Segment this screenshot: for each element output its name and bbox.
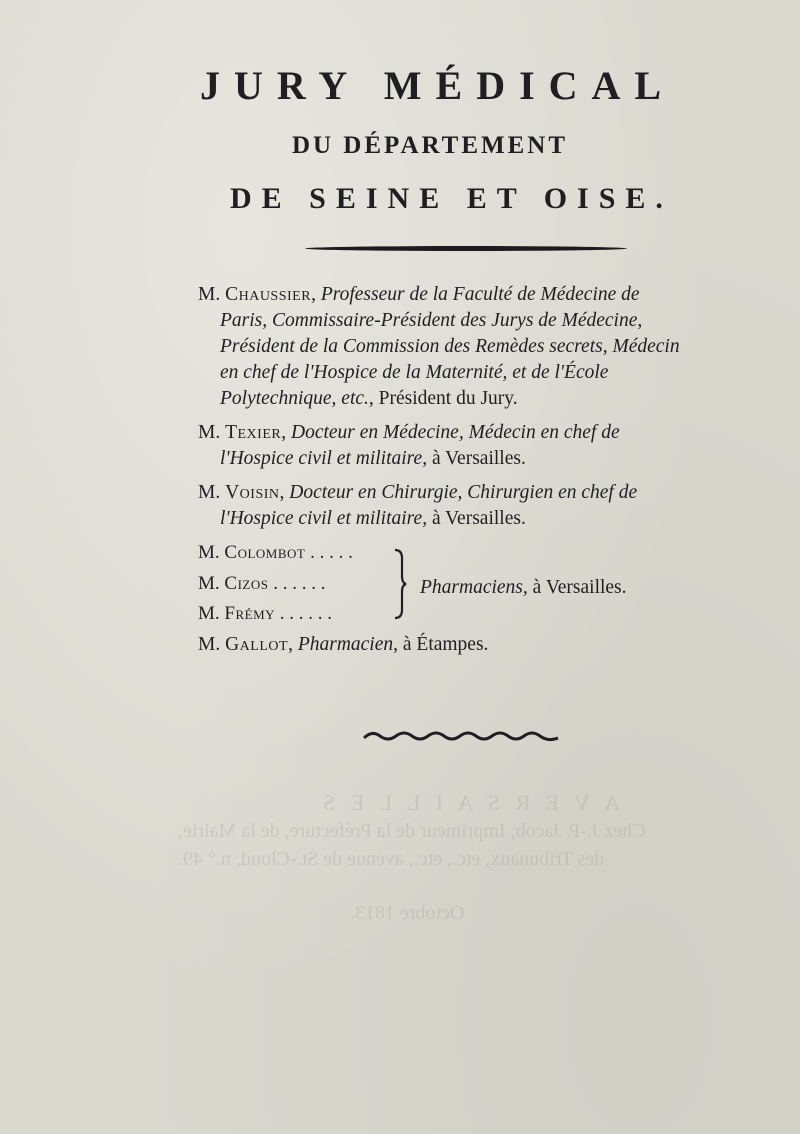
bleed-through-decoration: A V E R S A I L L E S bbox=[318, 790, 620, 815]
member-role-line: Professeur de la Faculté de Médecine de bbox=[320, 284, 640, 305]
member-prefix: M. bbox=[198, 542, 220, 563]
member-role-line: Pharmacien, bbox=[297, 634, 398, 655]
member-last-line bbox=[198, 446, 743, 472]
member-name: Cizos bbox=[224, 573, 269, 594]
member-entry bbox=[198, 480, 743, 532]
member-tail: Président du Jury. bbox=[378, 388, 518, 409]
pharmaciens-place: à Versailles. bbox=[532, 577, 627, 598]
member-role-line: Paris, Commissaire-Président des Jurys de Médecine, bbox=[220, 310, 643, 331]
member-separator: , bbox=[279, 482, 285, 503]
member-tail: à Étampes. bbox=[402, 634, 489, 655]
title-rule-divider bbox=[305, 246, 627, 251]
pharmacien-name-row bbox=[198, 540, 353, 566]
pharmacien-name-row bbox=[198, 601, 332, 627]
bleed-through-decoration: Chez J.-P. Jacob, Imprimeur de la Préfecture, de la Mairie, bbox=[178, 820, 646, 842]
member-first-line bbox=[198, 282, 743, 308]
member-prefix: M. bbox=[198, 482, 221, 503]
member-role-line: Président de la Commission des Remèdes secrets, Médecin bbox=[220, 336, 680, 357]
member-prefix: M. bbox=[198, 634, 221, 655]
member-entry bbox=[198, 282, 743, 412]
leader-dots: . . . . . . bbox=[273, 573, 326, 594]
title-line-3: DE SEINE ET OISE. bbox=[230, 182, 673, 215]
bleed-through-decoration: Octobre 1813. bbox=[350, 902, 465, 924]
pharmaciens-label bbox=[420, 577, 627, 599]
member-separator: , bbox=[311, 284, 316, 305]
member-name: Colombot bbox=[224, 542, 306, 563]
member-name: Chaussier bbox=[225, 284, 312, 305]
bleed-through-decoration: des Tribunaux, etc., etc., avenue de St.-Cloud, n.° 49. bbox=[178, 848, 605, 870]
pharmaciens-role: Pharmaciens, bbox=[420, 577, 528, 598]
title-line-2: DU DÉPARTEMENT bbox=[291, 132, 569, 159]
member-prefix: M. bbox=[198, 603, 220, 624]
member-separator: , bbox=[281, 422, 287, 443]
member-last-line bbox=[198, 386, 743, 412]
ornamental-wave-divider-icon bbox=[362, 728, 562, 744]
member-separator: , bbox=[288, 634, 293, 655]
title-line-1: JURY MÉDICAL bbox=[200, 63, 676, 108]
member-tail: à Versailles. bbox=[431, 448, 526, 469]
member-prefix: M. bbox=[198, 573, 220, 594]
member-name: Frémy bbox=[224, 603, 276, 624]
member-role-line: l'Hospice civil et militaire, bbox=[220, 448, 428, 469]
member-name: Voisin bbox=[225, 482, 280, 503]
member-role-line: Polytechnique, etc., bbox=[220, 388, 374, 409]
member-last-line bbox=[198, 506, 743, 532]
member-role-line: Docteur en Chirurgie, Chirurgien en chef de bbox=[289, 482, 638, 503]
member-name: Gallot bbox=[225, 634, 289, 655]
member-prefix: M. bbox=[198, 284, 221, 305]
member-role-line: Docteur en Médecine, Médecin en chef de bbox=[290, 422, 620, 443]
member-entry bbox=[198, 420, 743, 472]
member-first-line bbox=[198, 480, 743, 506]
member-entry bbox=[198, 632, 743, 658]
pharmacien-name-row bbox=[198, 571, 325, 597]
member-name: Texier bbox=[225, 422, 282, 443]
curly-brace-icon bbox=[393, 548, 407, 620]
leader-dots: . . . . . bbox=[310, 542, 353, 563]
member-prefix: M. bbox=[198, 422, 221, 443]
member-tail: à Versailles. bbox=[431, 508, 526, 529]
member-first-line bbox=[198, 420, 743, 446]
member-role-line: l'Hospice civil et militaire, bbox=[220, 508, 428, 529]
member-role-line: en chef de l'Hospice de la Maternité, et de l'École bbox=[220, 362, 609, 383]
leader-dots: . . . . . . bbox=[279, 603, 333, 624]
